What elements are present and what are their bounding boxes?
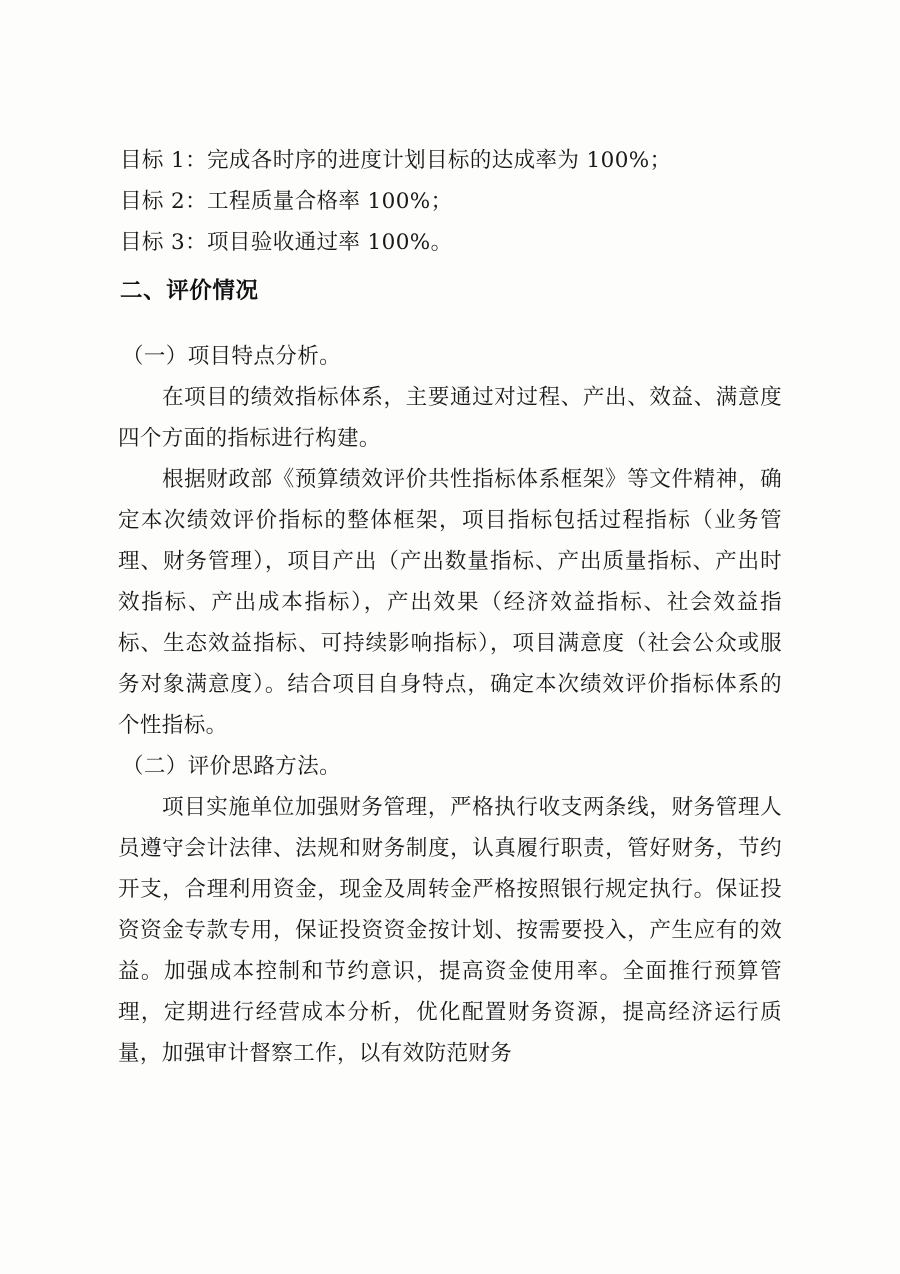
paragraph-financial-management: 项目实施单位加强财务管理，严格执行收支两条线，财务管理人员遵守会计法律、法规和财务制度，认真履行职责，管好财务，节约开支，合理利用资金，现金及周转金严格按照银行规定执行。保证投资资金专款专用，保证投资资金按计划、按需要投入，产生应有的效益。加强成本控制和节约意识，提高资金使用率。全面推行预算管理，定期进行经营成本分析，优化配置财务资源，提高经济运行质量，加强审计督察工作，以有效防范财务 bbox=[118, 794, 782, 1066]
goal-line-2: 目标 2：工程质量合格率 100%； bbox=[120, 189, 453, 214]
goal-line-3: 目标 3：项目验收通过率 100%。 bbox=[120, 230, 453, 255]
paragraph-framework: 根据财政部《预算绩效评价共性指标体系框架》等文件精神，确定本次绩效评价指标的整体框架，项目指标包括过程指标（业务管理、财务管理），项目产出（产出数量指标、产出质量指标、产出时效指标、产出成本指标），产出效果（经济效益指标、社会效益指标、生态效益指标、可持续影响指标），项目满意度（社会公众或服务对象满意度）。结合项目自身特点，确定本次绩效评价指标体系的个性指标。 bbox=[118, 466, 782, 738]
subsection-heading-two: （二）评价思路方法。 bbox=[122, 753, 342, 779]
spacer bbox=[118, 263, 782, 265]
paragraph-indicator-system: 在项目的绩效指标体系，主要通过对过程、产出、效益、满意度四个方面的指标进行构建。 bbox=[118, 384, 782, 451]
document-body bbox=[118, 140, 782, 1074]
subsection-heading-one: （一）项目特点分析。 bbox=[122, 343, 342, 369]
goal-line-1: 目标 1：完成各时序的进度计划目标的达成率为 100%； bbox=[120, 148, 672, 173]
section-heading-evaluation: 二、评价情况 bbox=[120, 278, 259, 304]
